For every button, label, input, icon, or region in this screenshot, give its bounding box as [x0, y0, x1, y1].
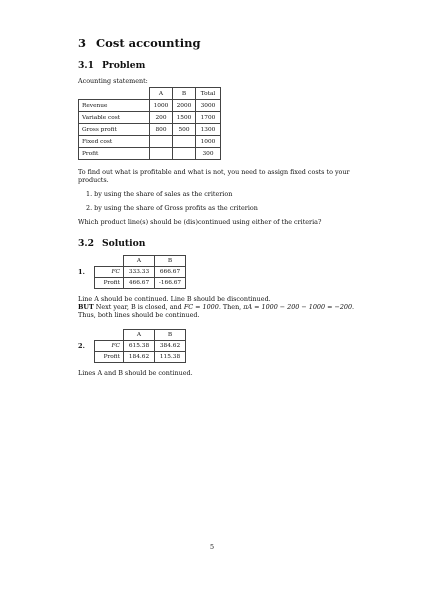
list-item [86, 204, 358, 212]
cell-a: 800 [150, 124, 173, 136]
problem-question: Which product line(s) should be (dis)continued using either of the criteria? [78, 218, 322, 226]
cell-a: 1000 [150, 100, 173, 112]
criteria-list [78, 190, 358, 212]
column-header: B [155, 330, 186, 341]
row-label: Revenue [79, 100, 150, 112]
problem-heading [78, 60, 358, 71]
solution-heading [78, 238, 358, 249]
list-item [86, 190, 358, 198]
table-header-row [79, 88, 221, 100]
row-label: Variable cost [79, 112, 150, 124]
cell-b [173, 148, 196, 160]
solution-2-conclusion: Lines A and B should be continued. [78, 369, 193, 377]
column-header: A [124, 256, 155, 267]
list-item-text: by using the share of Gross profits as the criterion [94, 204, 258, 212]
table-row [95, 278, 186, 289]
solution-1-number: 1. [78, 268, 85, 276]
table-corner-cell [79, 88, 150, 100]
cell-a: 466.67 [124, 278, 155, 289]
solution-2-number: 2. [78, 342, 85, 350]
row-label: Gross profit [79, 124, 150, 136]
table-row [79, 148, 221, 160]
table-row [95, 341, 186, 352]
section-heading [78, 36, 358, 50]
cell-total: 1000 [196, 136, 221, 148]
solution-2-table [94, 329, 186, 363]
cell-b: 384.62 [155, 341, 186, 352]
column-header: A [124, 330, 155, 341]
table-row [79, 100, 221, 112]
cell-b: -166.67 [155, 278, 186, 289]
list-item-text: by using the share of sales as the criterion [94, 190, 233, 198]
table-row [95, 267, 186, 278]
cell-total: 300 [196, 148, 221, 160]
cell-b [173, 136, 196, 148]
column-header: B [155, 256, 186, 267]
cell-total: 3000 [196, 100, 221, 112]
table-corner-cell [95, 330, 124, 341]
table-row [79, 124, 221, 136]
solution-2-block [78, 329, 358, 363]
cell-b: 666.67 [155, 267, 186, 278]
list-item-number: 2. [86, 204, 93, 212]
table-row [79, 136, 221, 148]
table-header-row [95, 256, 186, 267]
page-number: 5 [209, 543, 215, 551]
equation-profit: πA = 1000 − 200 − 1000 = −200. [243, 303, 355, 311]
cell-a [150, 148, 173, 160]
row-label: Profit [79, 148, 150, 160]
cell-total: 1300 [196, 124, 221, 136]
solution-1-final: Thus, both lines should be continued. [78, 311, 200, 319]
table-row [79, 112, 221, 124]
column-header: Total [196, 88, 221, 100]
problem-intro: To find out what is profitable and what is not, you need to assign fixed costs to your products. [78, 168, 350, 184]
row-label: FC [95, 267, 124, 278]
cell-b: 1500 [173, 112, 196, 124]
cell-a: 184.62 [124, 352, 155, 363]
problem-heading-number: 3.1 [78, 60, 94, 71]
cell-b: 115.38 [155, 352, 186, 363]
section-title: Cost accounting [96, 36, 201, 50]
table-row [95, 352, 186, 363]
solution-1-table [94, 255, 186, 289]
cell-a [150, 136, 173, 148]
solution-1-conclusion: Line A should be continued. Line B should be discontinued. [78, 295, 271, 303]
then-text: Then, [222, 303, 242, 311]
emphasis-but: BUT [78, 303, 94, 311]
section-number: 3 [78, 36, 87, 50]
cell-b: 2000 [173, 100, 196, 112]
statement-label: Acounting statement: [78, 77, 148, 85]
solution-heading-number: 3.2 [78, 238, 94, 249]
cell-a: 200 [150, 112, 173, 124]
problem-heading-title: Problem [101, 60, 146, 71]
solution-1-block [78, 255, 358, 289]
row-label: Fixed cost [79, 136, 150, 148]
column-header: A [150, 88, 173, 100]
column-header: B [173, 88, 196, 100]
cell-b: 500 [173, 124, 196, 136]
equation-fc: FC = 1000. [183, 303, 221, 311]
list-item-number: 1. [86, 190, 93, 198]
table-corner-cell [95, 256, 124, 267]
followup-text: Next year, B is closed, and [95, 303, 182, 311]
table-header-row [95, 330, 186, 341]
solution-1-followup [78, 303, 358, 311]
accounting-statement-table [78, 87, 221, 160]
cell-a: 615.38 [124, 341, 155, 352]
cell-total: 1700 [196, 112, 221, 124]
row-label: Profit [95, 278, 124, 289]
row-label: Profit [95, 352, 124, 363]
row-label: FC [95, 341, 124, 352]
solution-heading-title: Solution [101, 238, 146, 249]
document-page [78, 36, 358, 381]
cell-a: 333.33 [124, 267, 155, 278]
